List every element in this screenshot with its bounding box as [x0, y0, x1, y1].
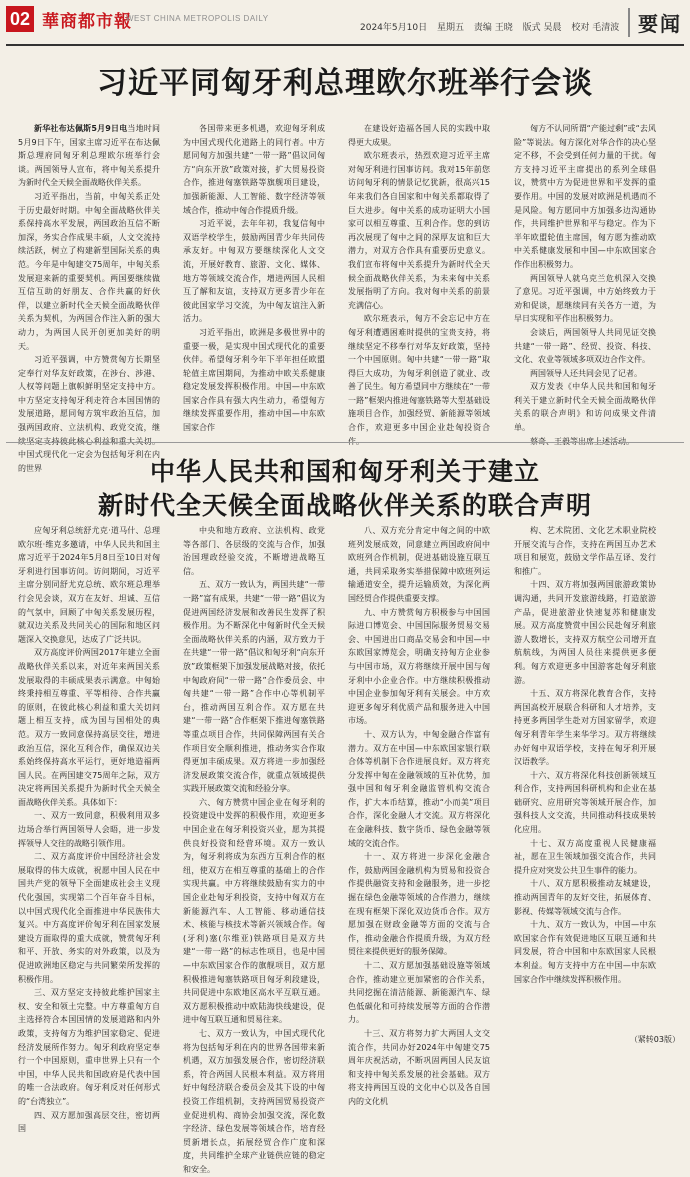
- paragraph-text: 中央和地方政府、立法机构、政党等各部门、各层级的交流与合作，加强治国理政经验交流，不断增进战略互信。: [183, 526, 325, 576]
- paragraph: [514, 524, 656, 578]
- paragraph-text: 二、双方高度评价中国经济社会发展取得的伟大成就，祝愿中国人民在中国共产党的领导下全面建成社会主义现代化强国，实现第二个百年奋斗目标，以中国式现代化全面推进中华民族伟大复兴。中方高度评价匈牙利在国家发展建设方面取得的重大成就，赞赏匈牙利和平、开放、务实的对外政策，以及为促进欧洲地区稳定与共同繁荣所发挥的积极作用。: [18, 852, 160, 984]
- masthead: [0, 0, 690, 44]
- article2-column-2: [183, 524, 325, 1174]
- paragraph-text: 三、双方坚定支持彼此维护国家主权、安全和领土完整。中方尊重匈方自主选择符合本国国情的发展道路和内外政策，支持匈方为维护国家稳定、促进经济发展所作努力。匈牙利政府坚定奉行一个中国原则，重申世界上只有一个中国，中华人民共和国政府是代表中国的唯一合法政府。匈牙利反对任何形式的“台湾独立”。: [18, 988, 160, 1106]
- paragraph-text: 十一、双方将进一步深化金融合作，鼓励两国金融机构为贸易和投资合作提供融资支持和金融服务，进一步挖掘在绿色金融等领域的合作潜力，继续在现有框架下深化双边货币合作。双方愿加强在财政金融等方面的交流与合作，推动金融合作提质升级，为双方经贸往来提供更好的服务保障。: [348, 852, 490, 957]
- paragraph: [348, 312, 490, 448]
- paragraph: [348, 524, 490, 606]
- paragraph: [183, 1027, 325, 1177]
- paragraph-text: 一、双方一致同意，积极利用双多边场合举行两国领导人会晤，进一步发挥领导人交往的战略引领作用。: [18, 811, 160, 848]
- paragraph: [348, 728, 490, 850]
- paragraph: [514, 367, 656, 381]
- paragraph: [514, 918, 656, 986]
- paragraph-text: 双方发表《中华人民共和国和匈牙利关于建立新时代全天候全面战略伙伴关系的联合声明》和访问成果文件清单。: [514, 382, 656, 433]
- paragraph-text: 在建设好造福各国人民的实践中取得更大成果。: [348, 124, 490, 147]
- paragraph: [514, 687, 656, 769]
- paragraph: [18, 524, 160, 646]
- article2-column-1: [18, 524, 160, 1134]
- paragraph: [348, 149, 490, 312]
- paragraph-text: 九、中方赞赏匈方积极参与中国国际进口博览会、中国国际服务贸易交易会、中国进出口商品交易会和中国—中东欧国家博览会，明确支持匈方企业参与中国市场，双方将继续开展中国与匈牙利中小企业合作。中方继续积极推动中国企业参加匈牙利有关展会。中方欢迎更多匈牙利优质产品和服务进入中国市场。: [348, 607, 490, 726]
- paragraph: [183, 524, 325, 578]
- section-name: 要闻: [628, 8, 682, 37]
- paragraph-text: 五、双方一致认为，两国共建“一带一路”富有成果，共建“一带一路”倡议为促进两国经济发展和改善民生发挥了积极作用。为不断深化中匈新时代全天候全面战略伙伴关系的内涵，双方致力于在共建“一带一路”倡议和匈牙利“向东开放”政策框架下加强发展战略对接，依托中匈政府间“一带一路”合作委员会、中匈共建“一带一路”合作中心等机制平台，推动两国互利合作。双方愿在共建“一带一路”合作框架下推进匈塞铁路等重点项目合作，共同保障两国有关合作项目安全顺利推进，推动务实合作取得更加丰硕成果。双方将进一步加强经济发展政策交流合作，就重点领域提供实践开展政策交流和经验分享。: [183, 580, 325, 794]
- editor-credit: 责编 王晓: [473, 23, 513, 33]
- masthead-rule: [6, 44, 684, 46]
- paragraph-text: 双方高度评价两国2017年建立全面战略伙伴关系以来，对近年来两国关系发展取得的丰硕成果表示满意。中匈始终秉持相互尊重、平等相待、合作共赢的原则，在彼此核心利益和重大关切问题上相互支持，成为国与国相处的典范。双方一致同意保持高层交往，增进政治互信，深化互利合作，确保双边关系始终保持高水平运行，更好地造福两国人民。在两国建交75周年之际，双方决定将两国关系提升为新时代全天候全面战略伙伴关系。具体如下：: [18, 648, 160, 807]
- paragraph: [183, 122, 325, 217]
- paragraph: [348, 122, 490, 149]
- article1-column-4: [514, 122, 656, 437]
- paragraph: [18, 809, 160, 850]
- paragraph-text: 各国带来更多机遇，欢迎匈牙利成为中国式现代化道路上的同行者。中方愿同匈方加强共建“一带一路”倡议同匈方“向东开放”政策对接，扩大贸易投资合作，推进匈塞铁路等旗舰项目建设，加强新能源、人工智能、数字经济等领域合作，推动中匈合作提质升级。: [183, 124, 325, 215]
- paragraph: [183, 217, 325, 326]
- issue-date: 2024年5月10日: [360, 23, 428, 33]
- paragraph-text: 欧尔班表示，匈方不会忘记中方在匈牙利遭遇困难时提供的宝贵支持，将继续坚定不移奉行对华友好政策，坚持一个中国原则。匈中共建“一带一路”取得巨大成功，为匈牙利创造了就业、改善了民生。匈方希望同中方继续在“一带一路”框架内推进匈塞铁路等大型基础设施项目合作，加强经贸、新能源等领域合作，欢迎更多中国企业赴匈投资合: [348, 314, 490, 433]
- paragraph-text: 十五、双方将深化教育合作，支持两国高校开展联合科研和人才培养，支持更多两国学生赴对方国家留学，欢迎匈牙利青年学生来华学习。双方将继续办好匈中双语学校，支持在匈牙利开展汉语教学。: [514, 689, 656, 767]
- dateline: 新华社布达佩斯5月9日电: [34, 124, 128, 133]
- issue-weekday: 星期五: [436, 23, 464, 33]
- paragraph: [514, 837, 656, 878]
- paragraph-text: 十九、双方一致认为，中国—中东欧国家合作有效促进地区互联互通和共同发展，符合中国和中东欧国家人民根本利益。匈方支持中方在中国—中东欧国家合作中继续发挥积极作用。: [514, 920, 656, 984]
- paragraph: [514, 122, 656, 272]
- paragraph-text: 十二、双方愿加强基础设施等领域合作，推动建立更加紧密的合作关系，共同挖掘在清洁能源、新能源汽车、绿色低碳化和可持续发展等方面的合作潜力。: [348, 961, 490, 1025]
- paragraph: [348, 959, 490, 1027]
- article1-column-1: [18, 122, 160, 473]
- paragraph-text: 八、双方充分肯定中匈之间的中欧班列发展成效，同意建立两国政府间中欧班列合作机制，促进基础设施互联互通，共同采取务实举措保障中欧班列运输通道安全，提升运输质效，为深化两国经贸合作提供重要支撑。: [348, 526, 490, 603]
- newspaper-brand-en: WEST CHINA METROPOLIS DAILY: [126, 14, 269, 23]
- article2-column-3: [348, 524, 490, 1106]
- paragraph: [183, 326, 325, 435]
- paragraph: [18, 1109, 160, 1136]
- continuation-note: （紧转03版）: [629, 1035, 680, 1044]
- article1-headline: 习近平同匈牙利总理欧尔班举行会谈: [97, 66, 593, 101]
- paragraph: [18, 122, 160, 190]
- paragraph: [514, 272, 656, 326]
- page-number: 02: [6, 6, 34, 32]
- paragraph: [18, 850, 160, 986]
- paragraph: [348, 606, 490, 728]
- paragraph-text: 十、双方认为，中匈金融合作富有潜力。双方在中国—中东欧国家银行联合体等机制下合作进展良好。双方将充分发挥中匈在金融领域的互补优势，加强中国和匈牙利金融监管机构交流合作，扩大本币结算，推动“小而美”项目合作，深化金融人才交流。双方将深化在金融科技、数字货币、绿色金融等领域的交流合作。: [348, 729, 490, 848]
- article1-column-3: [348, 122, 490, 437]
- article2-headline-line1: 中华人民共和国和匈牙利关于建立: [149, 457, 540, 486]
- paragraph-text: 匈方不认同所谓“产能过剩”或“去风险”等说法。匈方深化对华合作的决心坚定不移，不会受到任何力量的干扰。匈方支持习近平主席提出的系列全球倡议，赞赏中方为促进世界和平发挥的重要作用。中国的发展对欧洲是机遇而不是风险。匈方愿同中方加强多边沟通协作，共同维护世界和平与稳定。作为下半年欧盟轮值主席国，匈方愿为推动欧中关系健康发展和中国—中东欧国家合作作出积极努力。: [514, 124, 656, 269]
- paragraph: [514, 877, 656, 918]
- paragraph: [514, 326, 656, 367]
- paragraph: [348, 850, 490, 959]
- paragraph: [514, 769, 656, 837]
- paragraph: [183, 796, 325, 1027]
- paragraph: [514, 578, 656, 687]
- paragraph: [183, 578, 325, 796]
- article2-column-4: [514, 524, 656, 1044]
- paragraph-text: 会谈后，两国领导人共同见证交换共建“一带一路”、经贸、投资、科技、文化、农业等领域多项双边合作文件。: [514, 327, 656, 365]
- paragraph-text: 当地时间5月9日下午，国家主席习近平在布达佩斯总理府同匈牙利总理欧尔班举行会谈。两国领导人宣布，将中匈关系提升为新时代全天候全面战略伙伴关系。: [18, 124, 160, 188]
- paragraph-text: 欧尔班表示，热烈欢迎习近平主席对匈牙利进行国事访问。我对15年前您访问匈牙利的情景记忆犹新，很高兴15年来我们各自国家和中匈关系都取得了巨大进步。匈中关系的成功证明大小国家可以相互尊重、互利合作。您的到访再次展现了匈中之间的深厚友谊和巨大潜力，对双方合作具有重要历史意义。我们宣布将匈中关系提升为新时代全天候全面战略伙伴关系，为未来匈中关系发展指明了方向。我对匈中关系的前景充满信心。: [348, 151, 490, 310]
- paragraph-text: 十七、双方高度重视人民健康福祉，愿在卫生领域加强交流合作，共同提升应对突发公共卫生事件的能力。: [514, 838, 656, 875]
- paragraph-text: 习近平指出，欧洲是多极世界中的重要一极，是实现中国式现代化的重要伙伴。希望匈牙利今年下半年担任欧盟轮值主席国期间，为推动中欧关系健康稳定发展发挥积极作用。中国—中东欧国家合作具有强大内生动力，希望匈方继续发挥重要作用，推动中国—中东欧国家合作: [183, 327, 325, 433]
- paragraph-text: 六、匈方赞赏中国企业在匈牙利的投资建设中发挥的积极作用，欢迎更多中国企业在匈牙利投资兴业，愿为其提供良好投资和经营环境。双方一致认为，匈牙利将成为东西方互利合作的枢纽，使双方在相互尊重的基础上的合作实现共赢。中方将继续鼓励有实力的中国企业赴匈牙利投资，支持中匈双方在新能源汽车、人工智能、移动通信技术、核能与核技术等新兴领域合作。匈(牙利)塞(尔维亚)铁路项目是双方共建“一带一路”的标志性项目，也是中国—中东欧国家合作的旗舰项目，双方愿积极推进匈塞铁路项目匈牙利段建设，共同促进中东欧地区高水平互联互通。双方愿积极推动中欧陆海快线建设，促进中匈互联互通和贸易往来。: [183, 797, 325, 1025]
- newspaper-brand: 華商都市報: [42, 12, 132, 32]
- article2-headline-line2: 新时代全天候全面战略伙伴关系的联合声明: [97, 491, 592, 520]
- paragraph: [18, 190, 160, 353]
- paragraph-text: 构、艺术院团、文化艺术职业院校开展交流与合作，支持在两国互办艺术项目和展览，鼓励文学作品互译、发行和推广。: [514, 526, 656, 576]
- design-credit: 版式 吴晨: [522, 23, 562, 33]
- paragraph: [514, 380, 656, 434]
- paragraph-text: 十六、双方将深化科技创新领域互利合作，支持两国科研机构和企业在基础研究、应用研究等领域开展合作，加强科技人文交流，共同推动科技成果转化应用。: [514, 770, 656, 835]
- article1-column-2: [183, 122, 325, 437]
- proof-credit: 校对 毛清波: [571, 23, 620, 33]
- paragraph-text: 习近平强调，中方赞赏匈方长期坚定奉行对华友好政策，在涉台、涉港、人权等问题上旗帜鲜明坚定支持中方。中方坚定支持匈牙利走符合本国国情的发展道路，愿同匈方筑牢政治互信，加强两国政府、立法机构、政党交流，继 中国式现代化一定会为包括匈牙利在内的世界: [18, 355, 160, 473]
- paragraph: [18, 646, 160, 809]
- paragraph-text: 两国领导人就乌克兰危机深入交换了意见。习近平强调，中方始终致力于劝和促谈，愿继续同有关各方一道，为早日实现和平作出积极努力。: [514, 273, 656, 324]
- paragraph-text: 十八、双方愿积极推动友城建设，推动两国青年的友好交往，拓展体育、影视、传媒等领域交流与合作。: [514, 879, 656, 916]
- paragraph-text: 习近平指出，当前，中匈关系正处于历史最好时期。中匈全面战略伙伴关系保持高水平发展，两国政治互信不断加深，务实合作成果丰硕，人文交流持续活跃，树立了构建新型国际关系的典范。今年是中匈建交75周年，中匈关系发展迎来新的重要契机。两国要继续做互信互助的好朋友、合作共赢的好伙伴，以建立新时代全天候全面战略伙伴关系为契机，为两国合作注入新的强大动力，为两国人民开创更加美好的明天。: [18, 191, 160, 351]
- paragraph-text: 七、双方一致认为，中国式现代化将为包括匈牙利在内的世界各国带来新机遇，双方加强发展合作，密切经济联系，符合两国人民根本利益。双方将用好中匈经济联合委员会及其下设的中匈投资工作组机制，支持两国贸易投资产业促进机构、商协会加强交流，深化数字经济、绿色发展等领域合作，培育经贸新增长点，拓展经贸合作广度和深度，共同维护全球产业链供应链的稳定和安全。: [183, 1028, 325, 1174]
- paragraph-text: 两国领导人还共同会见了记者。: [530, 368, 642, 378]
- paragraph-text: 应匈牙利总统舒尤克·道马什、总理欧尔班·维克多邀请，中华人民共和国主席习近平于2024年5月8日至10日对匈牙利进行国事访问。访问期间，习近平主席分别同舒尤克总统、欧尔班总理举行会见会谈，双方在友好、坦诚、互信的气氛中，回顾了中匈关系发展历程，就双边关系及共同关心的国际和地区问题深入交换意见，达成了广泛共识。: [18, 526, 160, 644]
- paragraph-text: 四、双方愿加强高层交往，密切两国: [18, 1110, 160, 1134]
- paragraph-text: 十三、双方将努力扩大两国人文交流合作，共同办好2024年中匈建交75周年庆祝活动，不断巩固两国人民友谊和支持中匈关系发展的社会基础。双方将支持两国互设的文化中心以及各自国内的文化机: [348, 1028, 490, 1106]
- date-line: [360, 20, 626, 33]
- paragraph-text: 十四、双方将加强两国旅游政策协调沟通，共同开发旅游线路，打造旅游产品，促进旅游业快速复苏和健康发展。双方高度赞赏中国公民赴匈牙利旅游人数增长，支持双方航空公司增开直航航线，为两国人员往来提供更多便利。匈方欢迎更多中国游客赴匈牙利旅游。: [514, 580, 656, 685]
- paragraph: [348, 1027, 490, 1109]
- paragraph-text: 习近平说，去年年初，我复信匈中双语学校学生，鼓励两国青少年共同传承友好。中匈双方要继续深化人文交流，开展好教育、旅游、文化、媒体、地方等领域交流合作，增进两国人民相互了解和友谊，支持双方更多青少年在彼此国家学习交流，为中匈友谊注入新活力。: [183, 219, 325, 324]
- article-divider: [6, 442, 684, 443]
- paragraph: [18, 986, 160, 1108]
